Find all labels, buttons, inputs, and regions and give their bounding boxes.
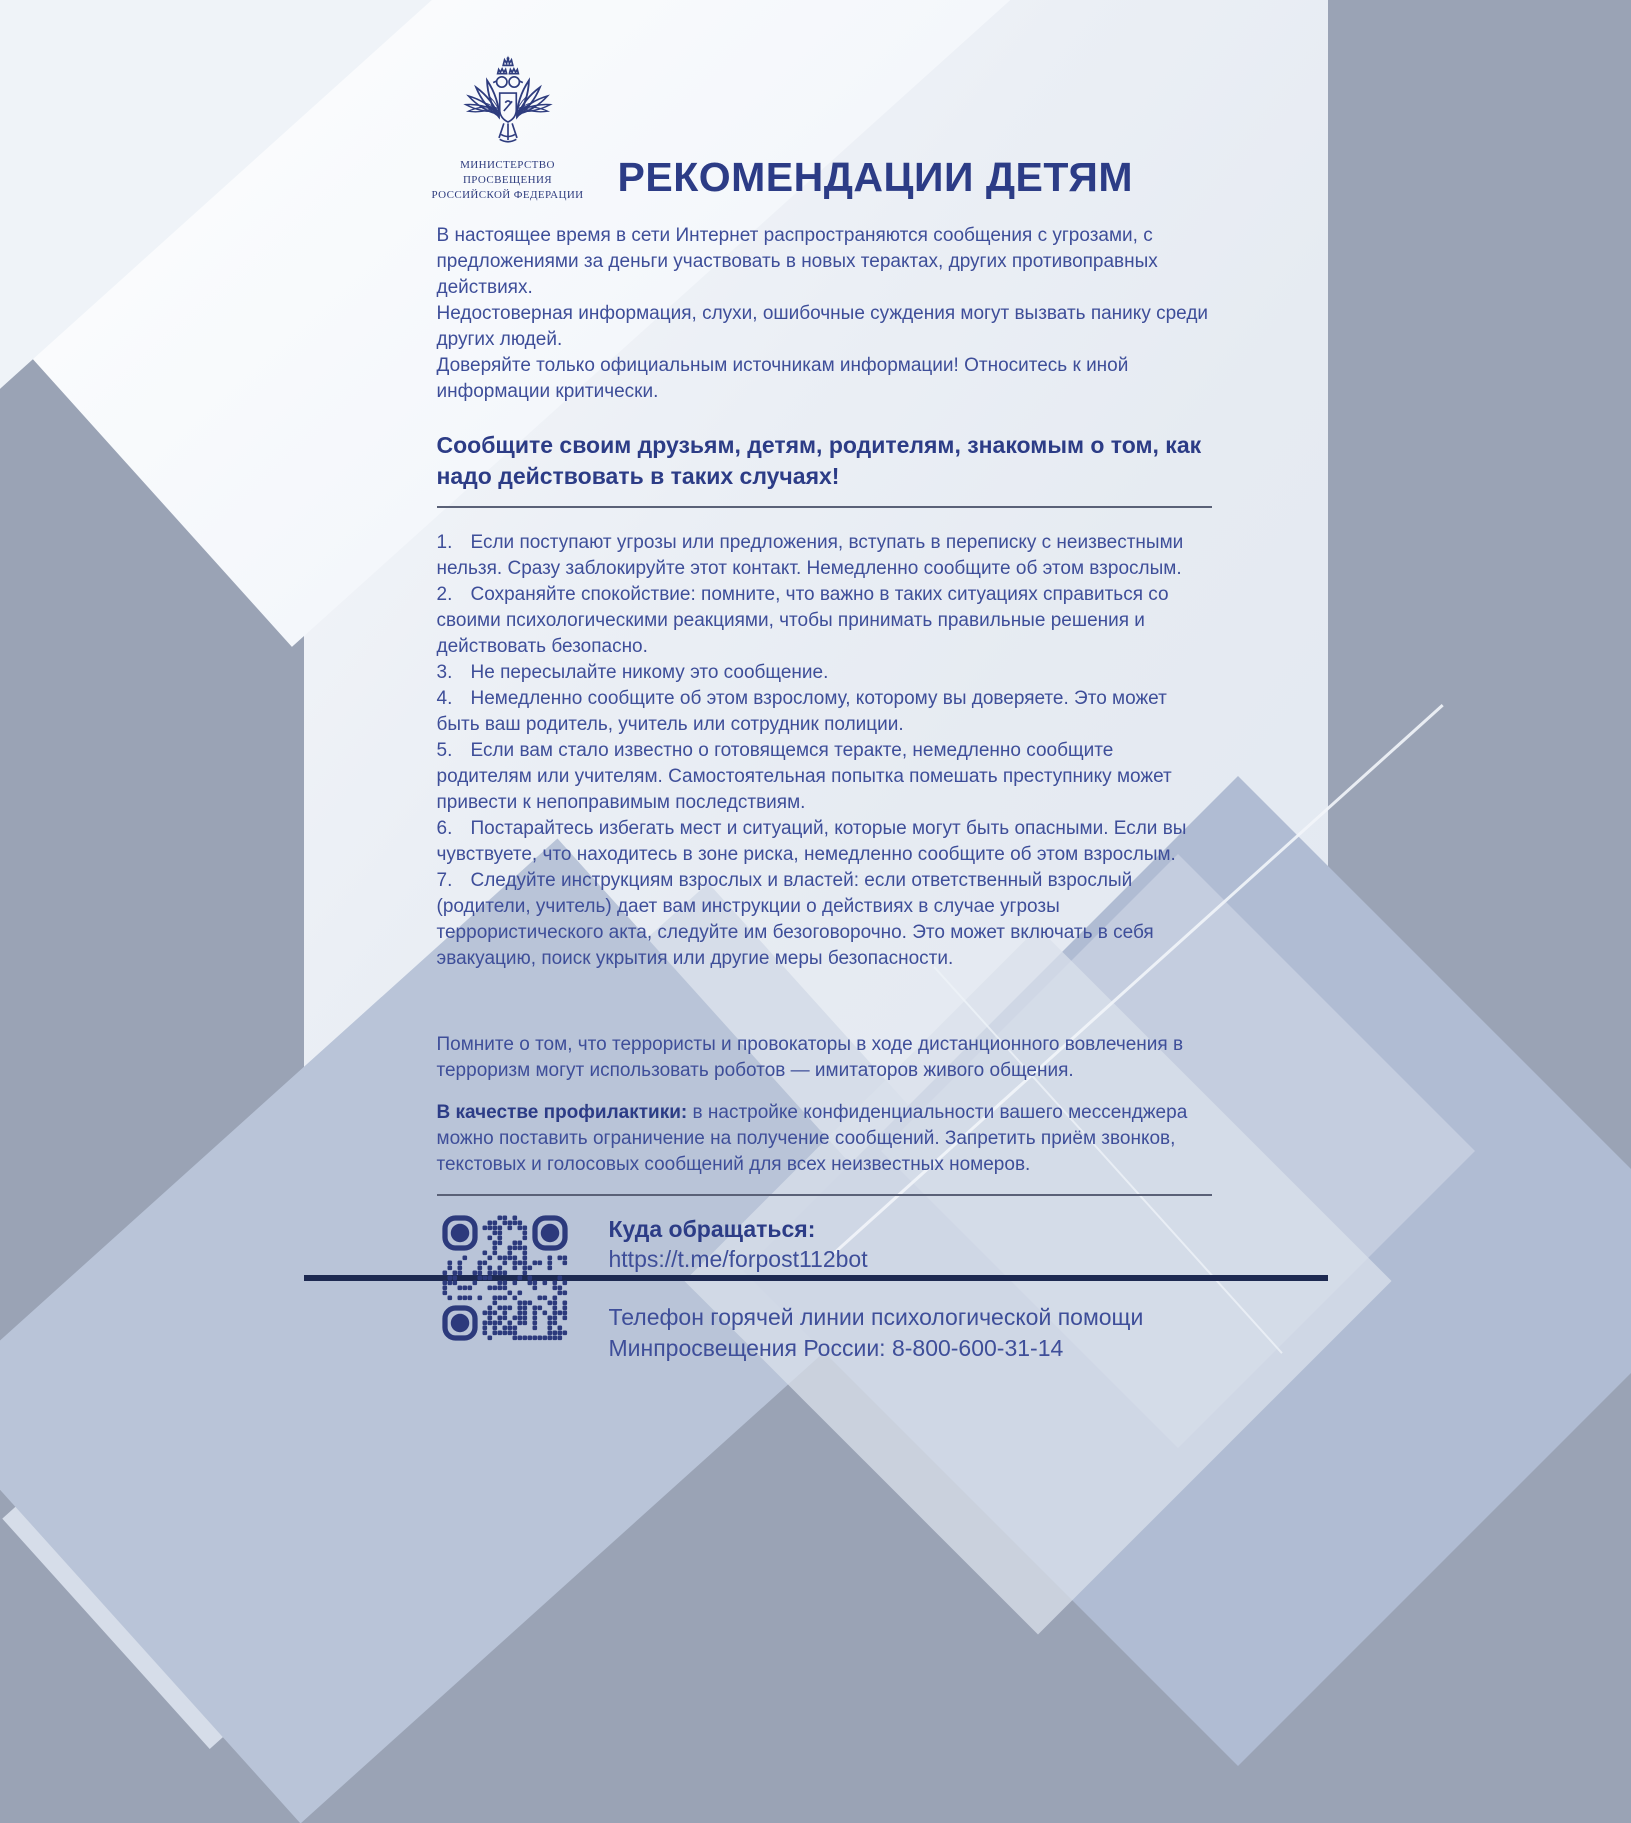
main-column [437, 223, 1212, 1364]
intro-paragraph: В настоящее время в сети Интернет распространяются сообщения с угрозами, с предложениями за деньги участвовать в новых терактах, других противоправных действиях. [436, 224, 1158, 298]
header [304, 0, 1328, 203]
contact-texts [609, 1210, 1144, 1364]
list-item [437, 816, 1212, 868]
contact-phone-line1: Телефон горячей линии психологической помощи [608, 1303, 1144, 1330]
poster [304, 0, 1328, 1361]
list-item-text: Постарайтесь избегать мест и ситуаций, которые могут быть опасными. Если вы чувствуете, что находитесь в зоне риска, немедленно сообщите об этом взрослым. [436, 817, 1187, 865]
ministry-caption-line1: МИНИСТЕРСТВО ПРОСВЕЩЕНИЯ [460, 159, 555, 186]
list-item-text: Не пересылайте никому это сообщение. [470, 661, 829, 683]
separator-line [437, 506, 1212, 508]
list-item-number: 1. [436, 531, 453, 553]
recommendations-list [437, 530, 1212, 972]
list-item-number: 2. [436, 583, 453, 605]
intro-section [437, 223, 1212, 405]
qr-code [437, 1210, 573, 1346]
contact-phone [609, 1302, 1144, 1364]
list-item-number: 3. [436, 661, 453, 683]
separator-line [437, 1194, 1212, 1196]
ministry-emblem-icon [432, 50, 584, 154]
page-title: РЕКОМЕНДАЦИИ ДЕТЯМ [617, 153, 1133, 200]
content [304, 0, 1328, 1364]
contact-phone-line2: Минпросвещения России: 8-800-600-31-14 [608, 1334, 1064, 1361]
list-item [437, 686, 1212, 738]
ministry-logo [424, 50, 592, 203]
prevention-text: в настройке конфиденциальности вашего мессенджера можно поставить ограничение на получение сообщений. Запретить приём звонков, текстовых и голосовых сообщений для всех неизвестных номеров. [436, 1101, 1188, 1175]
list-item-text: Если поступают угрозы или предложения, вступать в переписку с неизвестными нельзя. Сразу заблокируйте этот контакт. Немедленно сообщите об этом взрослым. [436, 531, 1184, 579]
list-item-number: 7. [436, 869, 453, 891]
ministry-caption [424, 158, 592, 203]
callout-heading: Сообщите своим друзьям, детям, родителям, знакомым о том, как надо действовать в таких случаях! [436, 431, 1202, 489]
prevention-paragraph [437, 1100, 1212, 1178]
list-item-number: 6. [436, 817, 453, 839]
reminder-paragraph: Помните о том, что террористы и провокаторы в ходе дистанционного вовлечения в терроризм могут использовать роботов — имитаторов живого общения. [436, 1033, 1184, 1081]
contact-heading: Куда обращаться: [608, 1215, 816, 1242]
list-item [437, 530, 1212, 582]
contact-url-link[interactable]: https://t.me/forpost112bot [608, 1245, 868, 1272]
contact-section [437, 1210, 1212, 1364]
list-item [437, 738, 1212, 816]
prevention-label: В качестве профилактики: [436, 1101, 688, 1123]
list-item [437, 868, 1212, 972]
list-item [437, 660, 1212, 686]
list-item [437, 582, 1212, 660]
intro-paragraph: Доверяйте только официальным источникам информации! Относитесь к иной информации критически. [436, 354, 1129, 402]
list-item-text: Сохраняйте спокойствие: помните, что важно в таких ситуациях справиться со своими психологическими реакциями, чтобы принимать правильные решения и действовать безопасно. [436, 583, 1169, 657]
list-item-text: Если вам стало известно о готовящемся теракте, немедленно сообщите родителям или учителям. Самостоятельная попытка помешать преступнику может привести к непоправимым последствиям. [436, 739, 1172, 813]
list-item-number: 4. [436, 687, 453, 709]
ministry-caption-line2: РОССИЙСКОЙ ФЕДЕРАЦИИ [431, 188, 584, 201]
list-item-text: Следуйте инструкциям взрослых и властей: если ответственный взрослый (родители, учитель) дает вам инструкции о действиях в случае угрозы террористического акта, следуйте им безоговорочно. Это может включать в себя эвакуацию, поиск укрытия или другие меры безопасности. [436, 869, 1154, 969]
list-item-text: Немедленно сообщите об этом взрослому, которому вы доверяете. Это может быть ваш родитель, учитель или сотрудник полиции. [436, 687, 1167, 735]
intro-paragraph: Недостоверная информация, слухи, ошибочные суждения могут вызвать панику среди других людей. [436, 302, 1209, 350]
list-item-number: 5. [436, 739, 453, 761]
